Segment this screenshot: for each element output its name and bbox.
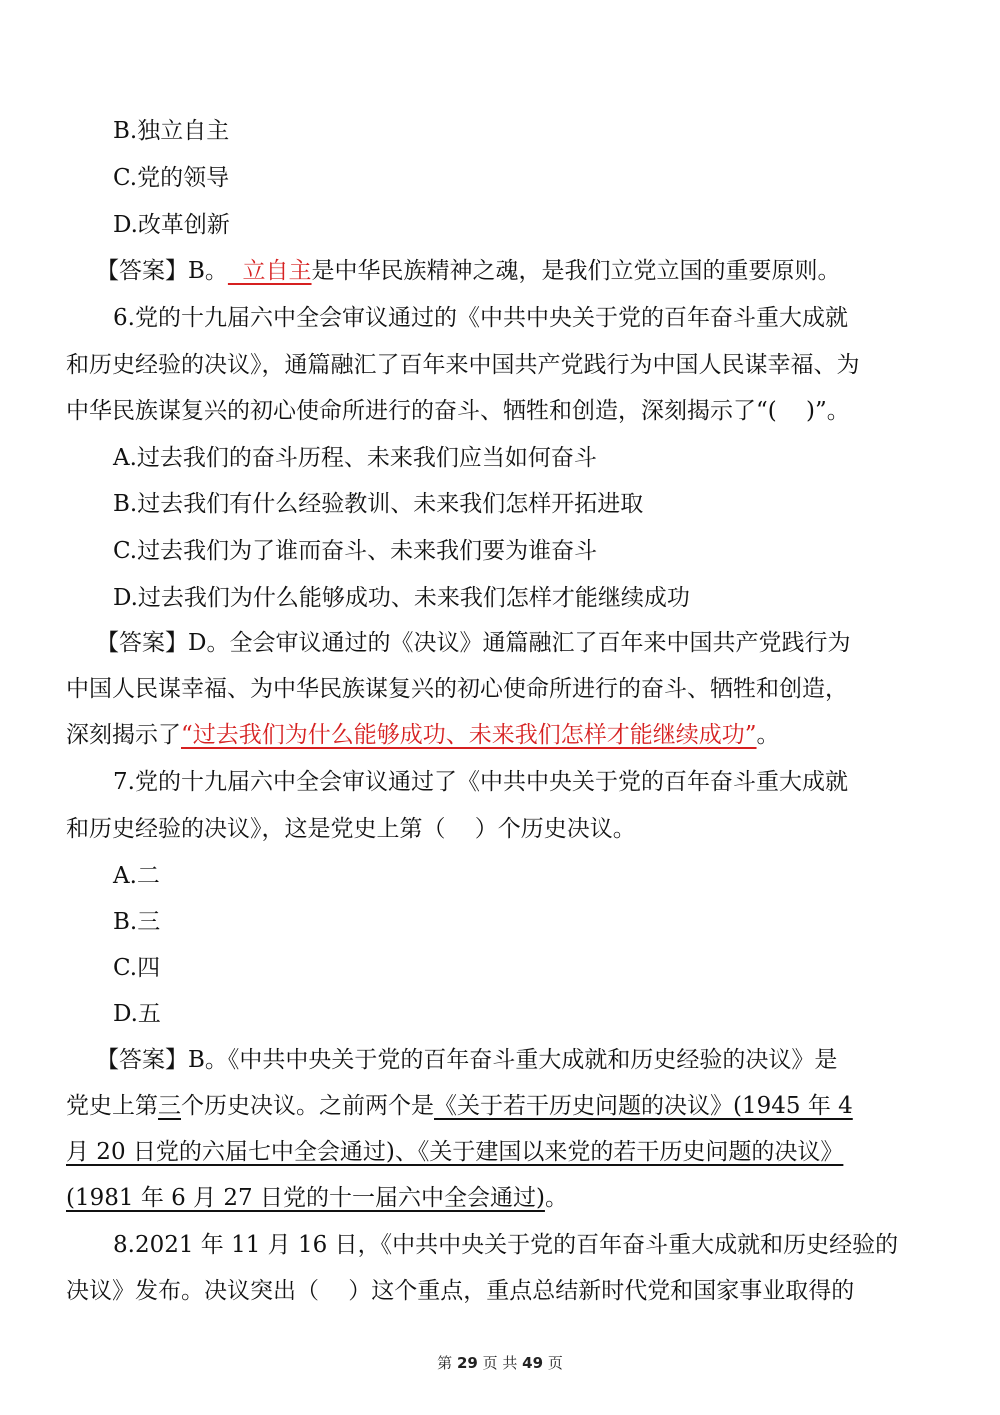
q5-option-b: B.独立自主 xyxy=(113,118,230,144)
answer-label: 【答案】 xyxy=(96,1047,188,1073)
q6-stem-line-2: 和历史经验的决议》，通篇融汇了百年来中国共产党践行为中国人民谋幸福、为 xyxy=(66,352,860,378)
answer-highlight: 立自主 xyxy=(227,258,312,284)
q6-answer-line-2: 中国人民谋幸福、为中华民族谋复兴的初心使命所进行的奋斗、牺牲和创造， xyxy=(66,676,848,702)
answer-letter: B。 xyxy=(188,258,228,284)
q7-option-c: C.四 xyxy=(113,955,161,981)
q6-option-b: B.过去我们有什么经验教训、未来我们怎样开拓进取 xyxy=(113,491,644,517)
page-footer xyxy=(0,1352,1000,1373)
q7-option-b: B.三 xyxy=(113,909,161,935)
q7-answer-line-4 xyxy=(66,1175,568,1221)
q7-answer-line-2 xyxy=(66,1083,853,1129)
q6-stem-line-1: 6.党的十九届六中全会审议通过的《中共中央关于党的百年奋斗重大成就 xyxy=(113,305,848,331)
q5-option-c: C.党的领导 xyxy=(113,165,230,191)
answer-text: 党史上第 xyxy=(66,1093,158,1119)
q5-option-d: D.改革创新 xyxy=(113,212,230,238)
answer-label: 【答案】 xyxy=(96,630,188,656)
answer-text: D。全会审议通过的《决议》通篇融汇了百年来中国共产党践行为 xyxy=(188,630,851,656)
footer-prefix: 第 xyxy=(437,1354,453,1372)
footer-suffix: 页 xyxy=(547,1354,563,1372)
q6-option-d: D.过去我们为什么能够成功、未来我们怎样才能继续成功 xyxy=(113,585,690,611)
q6-answer-line-1 xyxy=(96,620,850,666)
answer-label: 【答案】 xyxy=(96,258,188,284)
answer-text-end: 。 xyxy=(756,722,780,748)
answer-text: B。《中共中央关于党的百年奋斗重大成就和历史经验的决议》是 xyxy=(188,1047,838,1073)
q6-answer-line-3 xyxy=(66,712,780,758)
answer-text: 个历史决议。之前两个是 xyxy=(181,1093,434,1119)
q7-answer-line-3: 月 20 日党的六届七中全会通过)、《关于建国以来党的若干历史问题的决议》 xyxy=(66,1139,844,1165)
q7-answer-line-1 xyxy=(96,1037,837,1083)
q5-answer xyxy=(96,248,841,294)
footer-total-pages: 49 xyxy=(522,1354,544,1372)
answer-underline-number: 三 xyxy=(158,1093,181,1119)
answer-text-end: 。 xyxy=(544,1185,568,1211)
answer-underline-date: (1981 年 6 月 27 日党的十一届六中全会通过) xyxy=(66,1185,545,1211)
q8-stem-line-2: 决议》发布。决议突出（ ）这个重点，重点总结新时代党和国家事业取得的 xyxy=(66,1278,855,1304)
footer-page-number: 29 xyxy=(456,1354,478,1372)
q6-stem-line-3: 中华民族谋复兴的初心使命所进行的奋斗、牺牲和创造，深刻揭示了“( )”。 xyxy=(66,398,850,424)
q6-option-a: A.过去我们的奋斗历程、未来我们应当如何奋斗 xyxy=(113,445,597,471)
answer-underline-resolution: 《关于若干历史问题的决议》(1945 年 4 xyxy=(434,1093,853,1119)
q6-option-c: C.过去我们为了谁而奋斗、未来我们要为谁奋斗 xyxy=(113,538,598,564)
q7-option-d: D.五 xyxy=(113,1001,161,1027)
answer-highlight: “过去我们为什么能够成功、未来我们怎样才能继续成功” xyxy=(181,722,757,748)
q7-stem-line-2: 和历史经验的决议》，这是党史上第（ ）个历史决议。 xyxy=(66,816,636,842)
answer-text: 深刻揭示了 xyxy=(66,722,181,748)
q7-stem-line-1: 7.党的十九届六中全会审议通过了《中共中央关于党的百年奋斗重大成就 xyxy=(113,769,848,795)
footer-middle: 页 共 xyxy=(482,1354,518,1372)
q8-stem-line-1: 8.2021 年 11 月 16 日，《中共中央关于党的百年奋斗重大成就和历史经验的 xyxy=(113,1232,899,1258)
q7-option-a: A.二 xyxy=(113,863,160,889)
answer-explanation: 是中华民族精神之魂，是我们立党立国的重要原则。 xyxy=(311,258,841,284)
